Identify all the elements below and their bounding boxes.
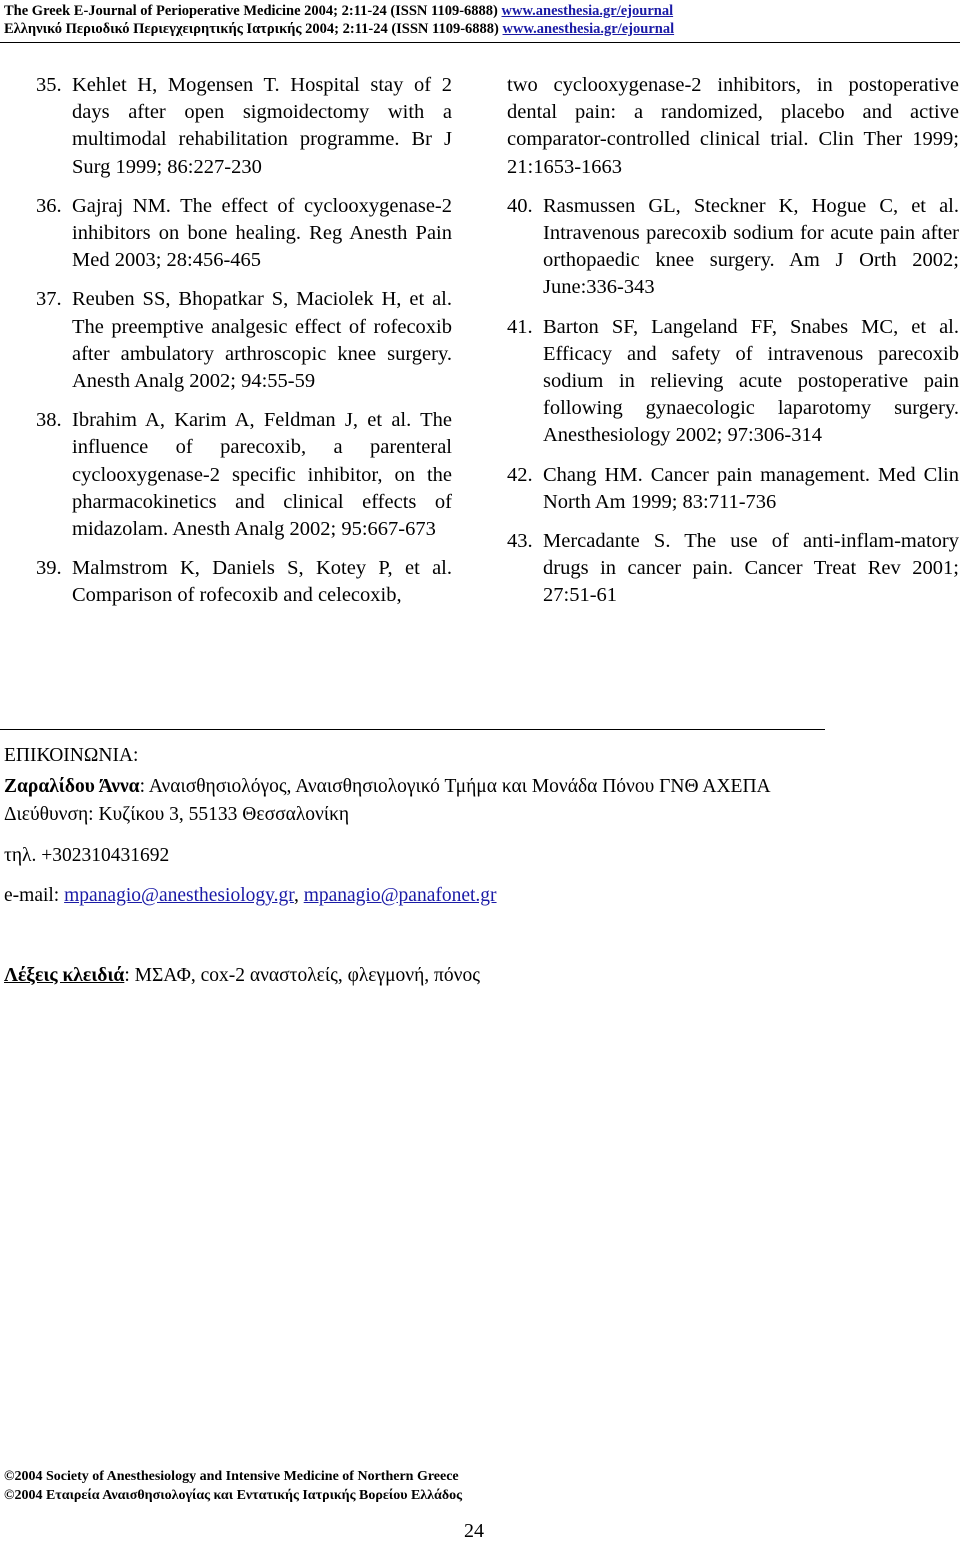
reference-item bbox=[507, 462, 959, 516]
reference-number: 35. bbox=[36, 74, 62, 96]
reference-number: 38. bbox=[36, 409, 62, 432]
reference-text: Mercadante S. The use of anti-inflam-matory drugs in cancer pain. Cancer Treat Rev 2001; 27:51-61 bbox=[543, 530, 959, 607]
journal-header-greek bbox=[4, 21, 674, 38]
keywords-list: : ΜΣΑΦ, cox-2 αναστολείς, φλεγμονή, πόνος bbox=[124, 965, 480, 986]
references-left-column bbox=[36, 72, 452, 622]
reference-item bbox=[36, 72, 452, 181]
reference-text: Ibrahim A, Karim A, Feldman J, et al. The influence of parecoxib, a parenteral cyclooxygenase-2 specific inhibitor, on the pharmacokinetics and clinical effects of midazolam. Anesth Analg 2002; 95:667-673 bbox=[72, 409, 452, 541]
reference-number: 42. bbox=[507, 463, 533, 486]
contact-affiliation: : Αναισθησιολόγος, Αναισθησιολογικό Τμήμα και Μονάδα Πόνου ΓΝΘ ΑΧΕΠΑ bbox=[139, 776, 771, 797]
references-right-column bbox=[507, 72, 959, 622]
reference-number: 41. bbox=[507, 315, 533, 338]
contact-email-line bbox=[4, 884, 497, 908]
email-link-2[interactable]: mpanagio@panafonet.gr bbox=[303, 885, 497, 906]
copyright-english: ©2004 Society of Anesthesiology and Intensive Medicine of Northern Greece bbox=[4, 1469, 459, 1484]
reference-text: Barton SF, Langeland FF, Snabes MC, et al. Efficacy and safety of intravenous parecoxib sodium in relieving acute postoperative pain following gynaecologic laparotomy surgery. Anesthesiology 2002; 97:306-314 bbox=[543, 315, 959, 447]
reference-text: Malmstrom K, Daniels S, Kotey P, et al. Comparison of rofecoxib and celecoxib, bbox=[72, 557, 452, 607]
reference-item bbox=[507, 528, 959, 610]
contact-name-line bbox=[4, 775, 771, 799]
references-right-list bbox=[507, 193, 959, 610]
reference-text: Rasmussen GL, Steckner K, Hogue C, et al. Intravenous parecoxib sodium for acute pain after orthopaedic knee surgery. Am J Orth 2002; June:336-343 bbox=[543, 194, 959, 299]
page-number: 24 bbox=[464, 1520, 484, 1542]
reference-item bbox=[36, 407, 452, 543]
reference-text: Gajraj NM. The effect of cyclooxygenase-2 inhibitors on bone healing. Reg Anesth Pain Med 2003; 28:456-465 bbox=[72, 194, 452, 272]
email-label: e-mail: bbox=[4, 885, 65, 906]
journal-header-link-1[interactable]: www.anesthesia.gr/ejournal bbox=[501, 3, 674, 19]
reference-text: Reuben SS, Bhopatkar S, Maciolek H, et al. The preemptive analgesic effect of rofecoxib after ambulatory arthroscopic knee surgery. Anesth Analg 2002; 94:55-59 bbox=[72, 288, 452, 393]
keywords-label: Λέξεις κλειδιά bbox=[4, 965, 125, 986]
reference-number: 43. bbox=[507, 530, 533, 553]
contact-address: Διεύθυνση: Κυζίκου 3, 55133 Θεσσαλονίκη bbox=[4, 804, 350, 825]
contact-heading: ΕΠΙΚΟΙΝΩΝΙΑ: bbox=[4, 745, 139, 766]
journal-header-english-text: The Greek E-Journal of Perioperative Medicine 2004; 2:11-24 (ISSN 1109-6888) bbox=[4, 3, 502, 19]
reference-item bbox=[36, 555, 452, 609]
journal-header-link-2[interactable]: www.anesthesia.gr/ejournal bbox=[502, 21, 675, 37]
contact-phone: τηλ. +302310431692 bbox=[4, 845, 170, 866]
reference-number: 39. bbox=[36, 557, 62, 580]
contact-name: Ζαραλίδου Άννα bbox=[4, 776, 140, 797]
reference-item bbox=[507, 193, 959, 302]
email-link-1[interactable]: mpanagio@anesthesiology.gr bbox=[64, 885, 294, 906]
reference-number: 37. bbox=[36, 288, 62, 311]
reference-text: Chang HM. Cancer pain management. Med Clin North Am 1999; 83:711-736 bbox=[543, 463, 959, 513]
header-divider bbox=[0, 42, 960, 43]
keywords-line bbox=[4, 964, 480, 988]
section-divider bbox=[0, 729, 825, 730]
journal-header-greek-text: Ελληνικό Περιοδικό Περιεγχειρητικής Ιατρικής 2004; 2:11-24 (ISSN 1109-6888) bbox=[4, 21, 503, 37]
reference-number: 40. bbox=[507, 194, 533, 217]
reference-item bbox=[36, 193, 452, 275]
reference-item bbox=[36, 286, 452, 395]
journal-header-english bbox=[4, 3, 673, 20]
copyright-greek: ©2004 Εταιρεία Αναισθησιολογίας και Εντατικής Ιατρικής Βορείου Ελλάδος bbox=[4, 1488, 463, 1503]
email-separator: , bbox=[293, 885, 304, 906]
reference-39-continuation: two cyclooxygenase-2 inhibitors, in postoperative dental pain: a randomized, placebo and active comparator-controlled clinical trial. Clin Ther 1999; 21:1653-1663 bbox=[507, 74, 959, 178]
reference-number: 36. bbox=[36, 194, 62, 217]
reference-item bbox=[507, 314, 959, 450]
reference-text: Kehlet H, Mogensen T. Hospital stay of 2 days after open sigmoidectomy with a multimodal rehabilitation programme. Br J Surg 1999; 86:227-230 bbox=[72, 74, 452, 178]
